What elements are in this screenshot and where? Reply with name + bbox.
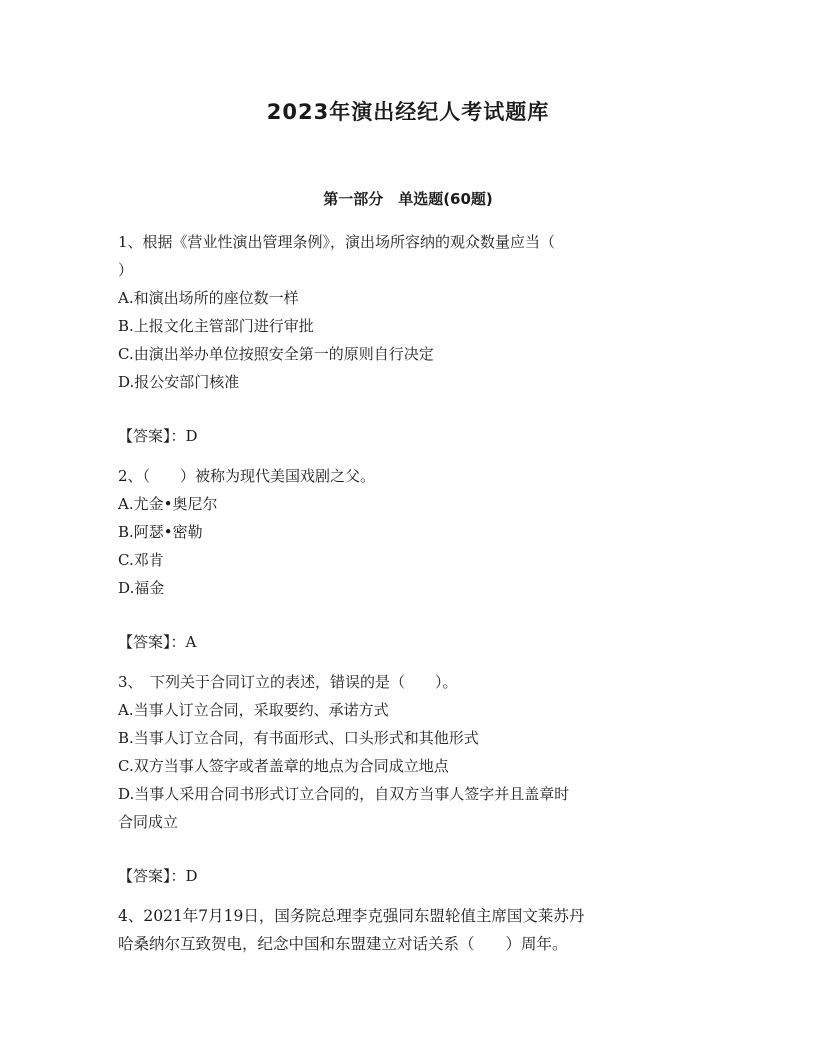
question-list	[118, 228, 698, 958]
option-b: B.当事人订立合同，有书面形式、口头形式和其他形式	[118, 729, 479, 747]
document-title: 2023年演出经纪人考试题库	[266, 100, 550, 124]
question-stem: 1、根据《营业性演出管理条例》，演出场所容纳的观众数量应当（	[118, 233, 556, 251]
option-b: B.上报文化主管部门进行审批	[118, 317, 314, 335]
answer-label: 【答案】：A	[118, 633, 197, 651]
option-c: C.双方当事人签字或者盖章的地点为合同成立地点	[118, 757, 449, 775]
question-1	[118, 228, 698, 450]
answer-label: 【答案】：D	[118, 867, 198, 885]
option-c: C.邓肯	[118, 551, 164, 569]
question-stem-continued: 哈桑纳尔互致贺电，纪念中国和东盟建立对话关系（ ）周年。	[118, 935, 568, 953]
question-2	[118, 462, 698, 656]
question-4	[118, 902, 698, 958]
answer-label: 【答案】：D	[118, 427, 198, 445]
option-a: A.当事人订立合同，采取要约、承诺方式	[118, 701, 389, 719]
option-d-continued: 合同成立	[118, 813, 179, 831]
question-stem: 4、2021年7月19日，国务院总理李克强同东盟轮值主席国文莱苏丹	[118, 907, 585, 925]
option-a: A.和演出场所的座位数一样	[118, 289, 299, 307]
section-title: 第一部分 单选题(60题)	[323, 190, 493, 208]
option-d: D.福金	[118, 579, 165, 597]
question-stem: 3、 下列关于合同订立的表述，错误的是（ ）。	[118, 673, 458, 691]
option-d: D.当事人采用合同书形式订立合同的，自双方当事人签字并且盖章时	[118, 785, 570, 803]
option-a: A.尤金•奥尼尔	[118, 495, 218, 513]
option-b: B.阿瑟•密勒	[118, 523, 203, 541]
question-3	[118, 668, 698, 890]
option-c: C.由演出举办单位按照安全第一的原则自行决定	[118, 345, 434, 363]
option-d: D.报公安部门核准	[118, 373, 240, 391]
question-stem-continued: ）	[118, 261, 134, 279]
question-stem: 2、（ ）被称为现代美国戏剧之父。	[118, 467, 376, 485]
